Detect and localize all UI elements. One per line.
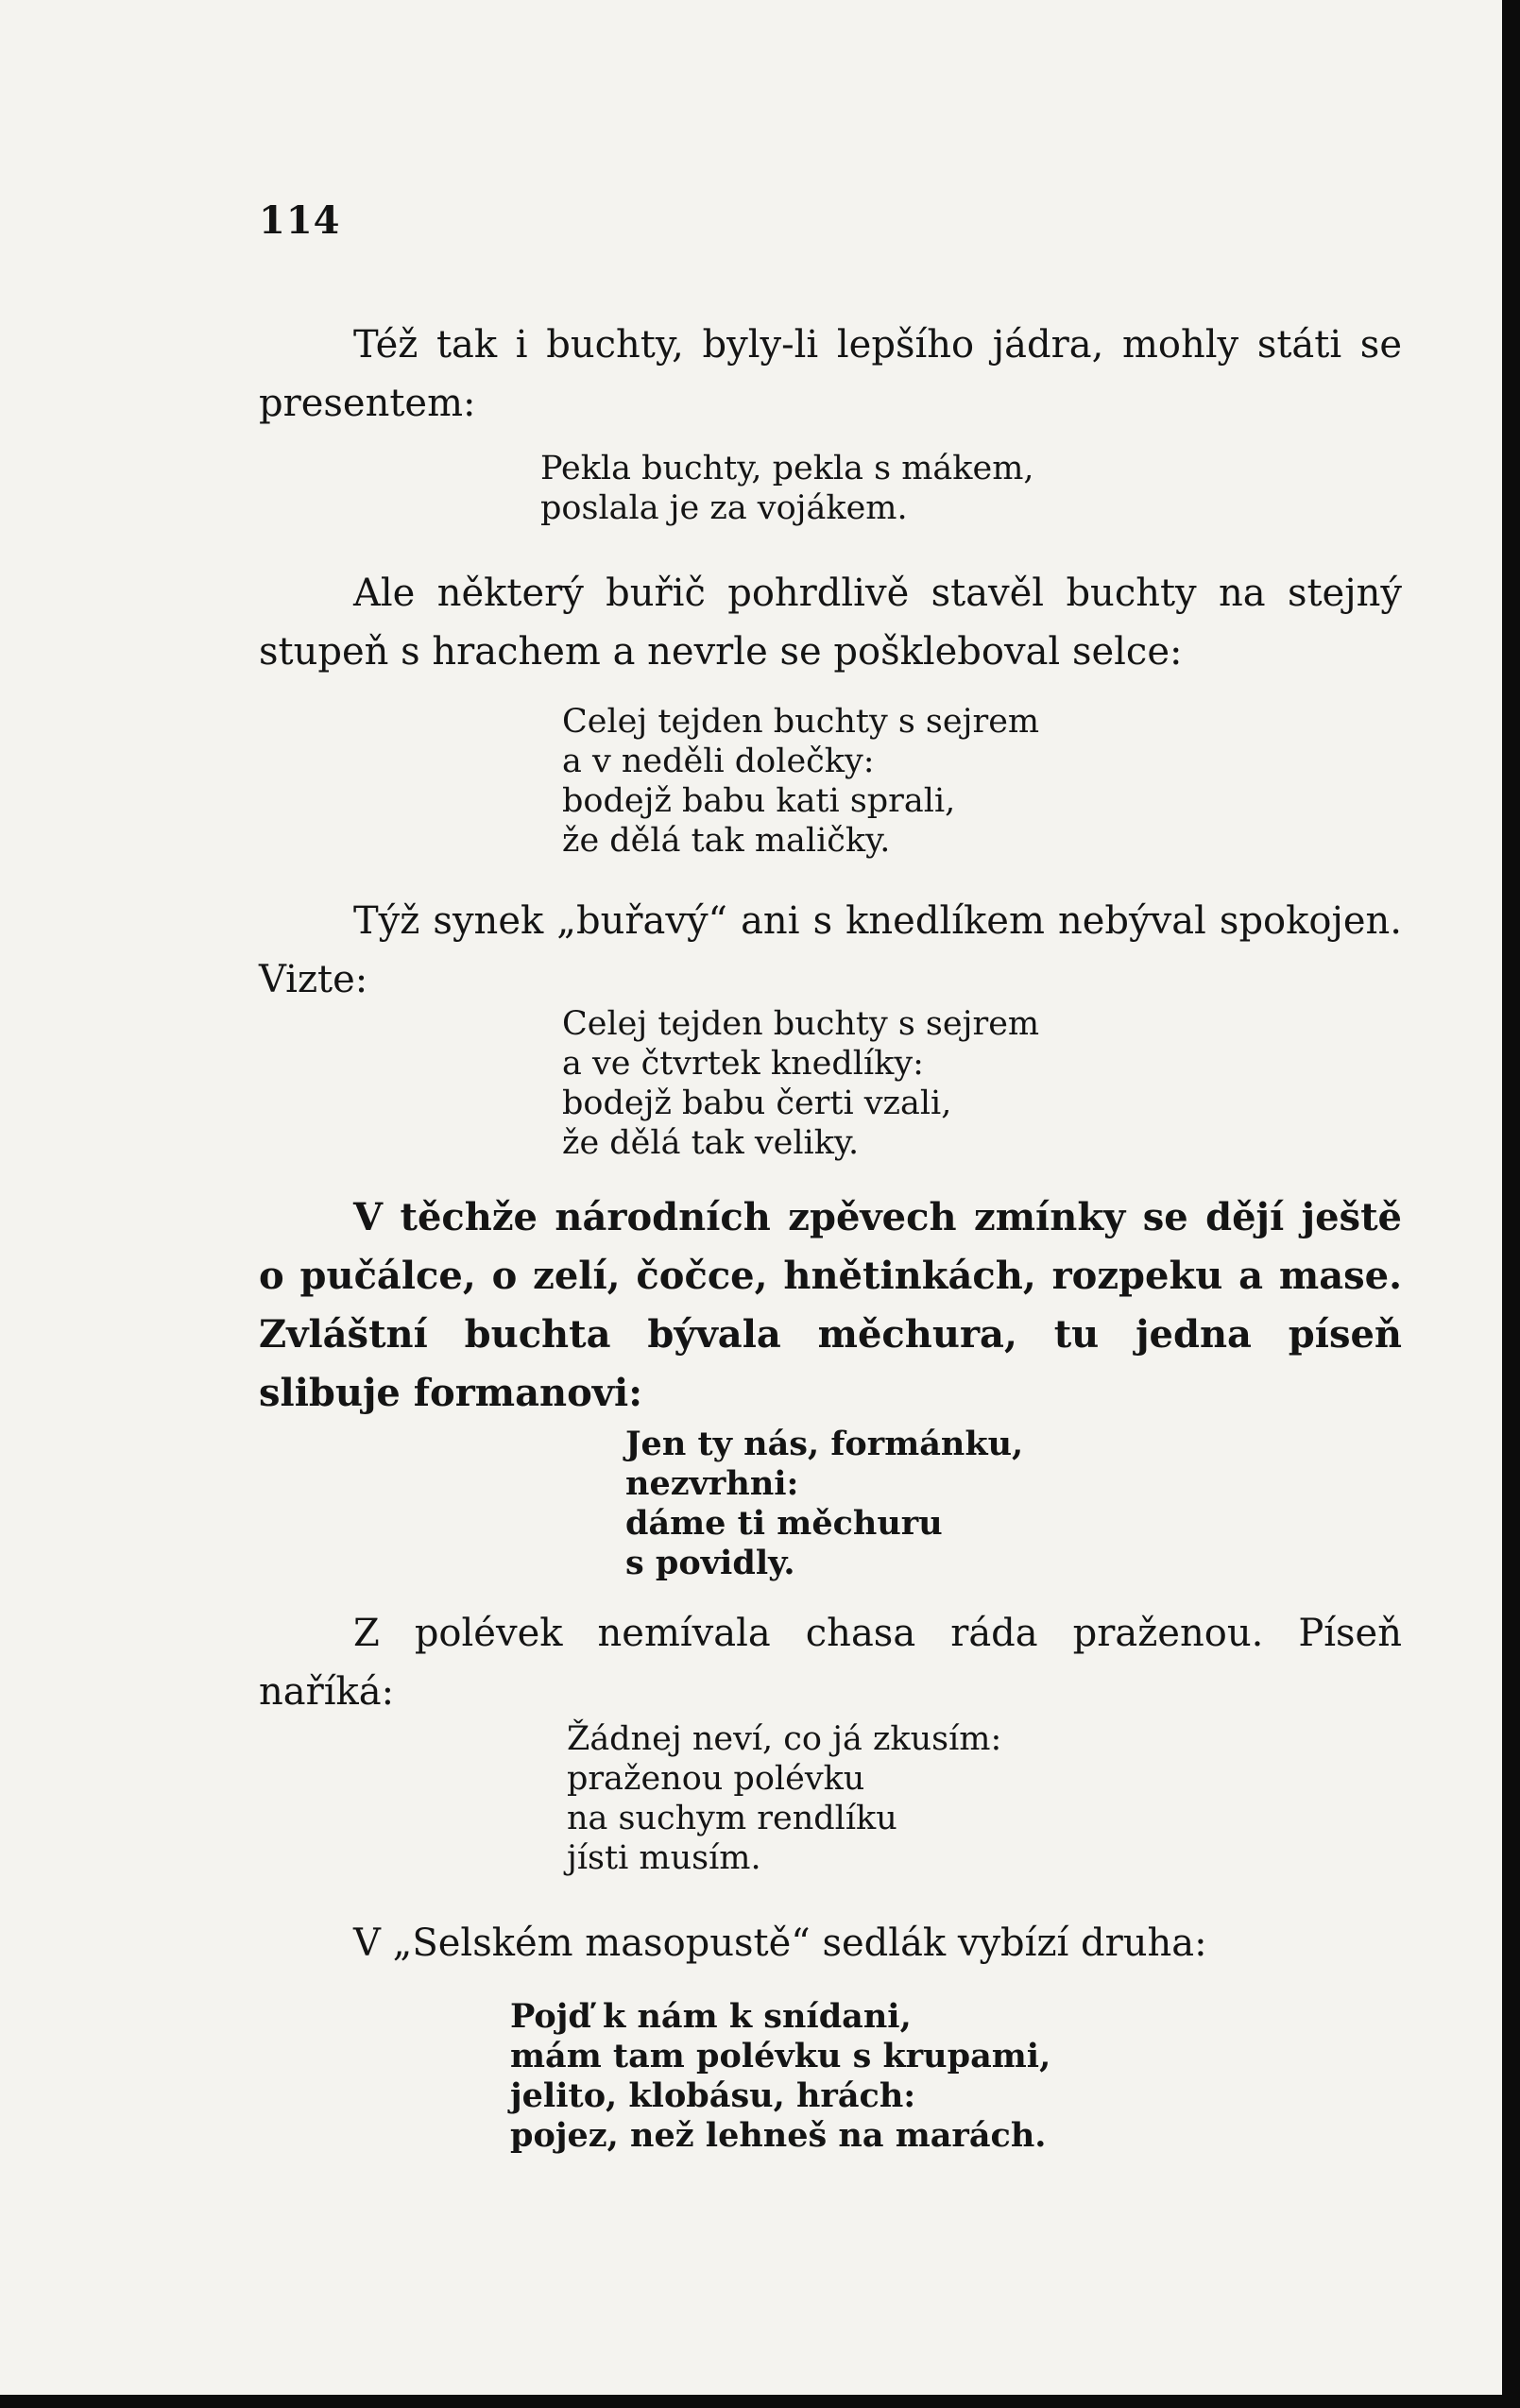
paragraph-4: V těchže národních zpěvech zmínky se dějí ještě o pučálce, o zelí, čočce, hnětinkách, rozpeku a mase. Zvláštní buchta bývala měchura, tu jedna píseň slibuje formanovi:: [259, 1195, 1402, 1415]
verse-line: Jen ty nás, formánku,: [625, 1425, 1024, 1463]
verse-line: praženou polévku: [567, 1760, 865, 1798]
paragraph-5: Z polévek nemívala chasa ráda praženou. Píseň naříká:: [259, 1612, 1402, 1714]
verse-line: Celej tejden buchty s sejrem: [562, 1005, 1040, 1043]
verse-line: nezvrhni:: [625, 1464, 799, 1503]
verse-4: [625, 1425, 1023, 1583]
verse-line: Pojď k nám k snídani,: [510, 1997, 912, 2036]
verse-1: [540, 449, 1034, 528]
verse-3: [562, 1004, 1039, 1163]
paragraph-6: V „Selském masopustě“ sedlák vybízí druha:: [353, 1921, 1207, 1965]
verse-line: bodejž babu kati sprali,: [562, 782, 956, 820]
page-number: 114: [259, 198, 341, 243]
verse-line: jelito, klobásu, hrách:: [510, 2076, 916, 2115]
verse-line: poslala je za vojákem.: [540, 489, 908, 527]
verse-line: pojez, než lehneš na marách.: [510, 2116, 1047, 2155]
verse-line: Pekla buchty, pekla s mákem,: [540, 450, 1034, 487]
verse-line: na suchym rendlíku: [567, 1800, 897, 1837]
verse-line: bodejž babu čerti vzali,: [562, 1084, 952, 1122]
verse-line: dáme ti měchuru: [625, 1504, 943, 1543]
verse-line: a v neděli dolečky:: [562, 743, 875, 780]
verse-line: že dělá tak veliky.: [562, 1124, 860, 1162]
verse-6: [510, 1997, 1050, 2156]
verse-2: [562, 702, 1039, 861]
verse-line: že dělá tak maličky.: [562, 822, 891, 860]
verse-line: jísti musím.: [567, 1839, 761, 1877]
verse-line: mám tam polévku s krupami,: [510, 2037, 1051, 2075]
paragraph-1: Též tak i buchty, byly-li lepšího jádra, mohly státi se presentem:: [259, 323, 1402, 425]
verse-line: s povidly.: [625, 1544, 795, 1582]
paragraph-2: Ale některý buřič pohrdlivě stavěl buchty na stejný stupeň s hrachem a nevrle se pošklebоval selce:: [259, 572, 1402, 674]
verse-line: Celej tejden buchty s sejrem: [562, 703, 1040, 741]
verse-5: [567, 1719, 1001, 1878]
verse-line: Žádnej neví, co já zkusím:: [567, 1720, 1002, 1758]
paragraph-3: Týž synek „buřavý“ ani s knedlíkem nebýval spokojen. Vizte:: [259, 899, 1402, 1001]
verse-line: a ve čtvrtek knedlíky:: [562, 1045, 924, 1083]
